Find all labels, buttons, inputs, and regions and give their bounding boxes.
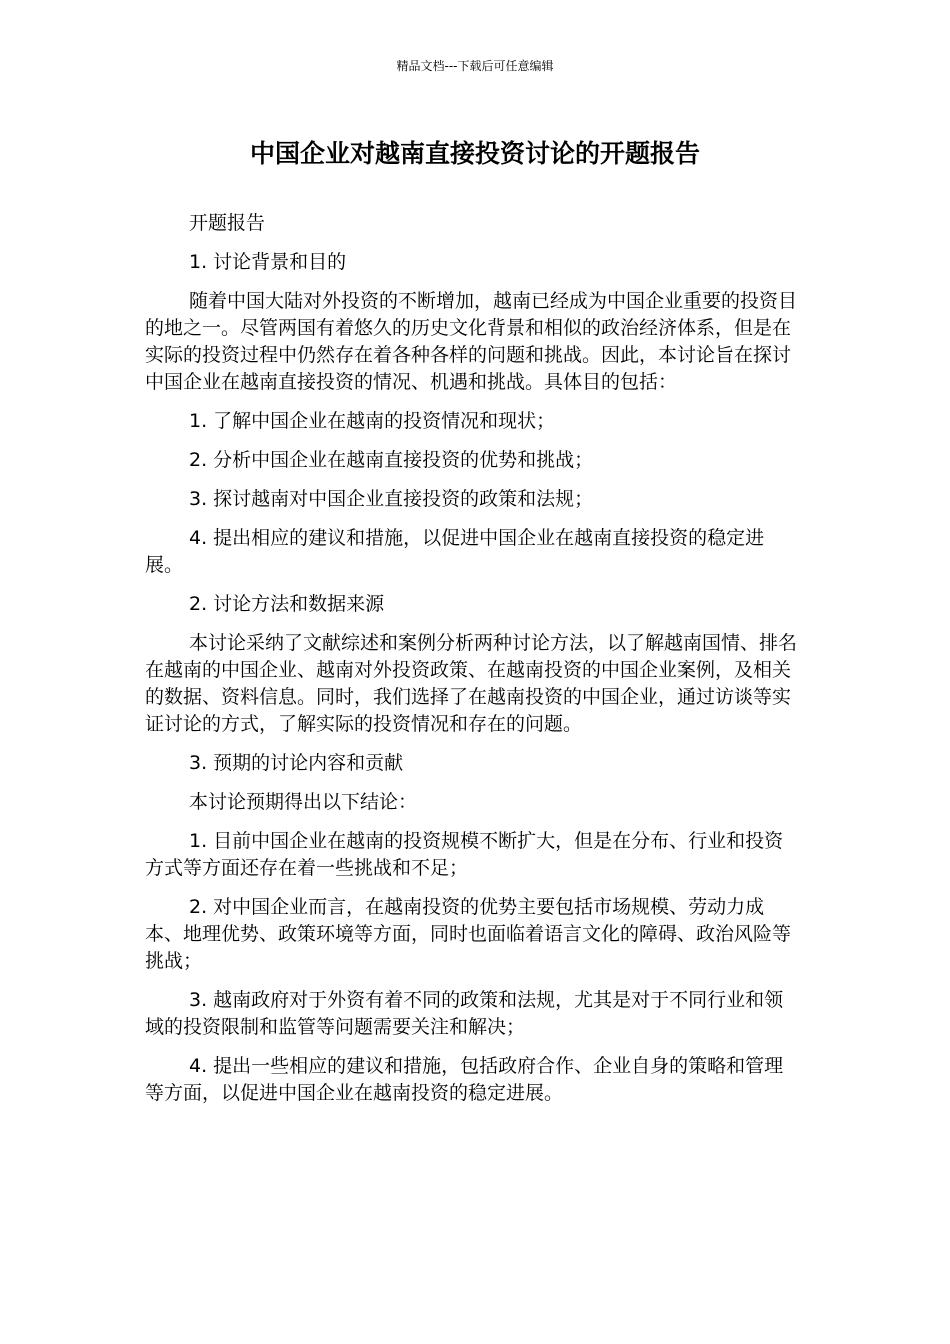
list-item: 2. 对中国企业而言，在越南投资的优势主要包括市场规模、劳动力成本、地理优势、政策环境等方面，同时也面临着语言文化的障碍、政治风险等挑战； <box>145 896 792 972</box>
list-item: 4. 提出一些相应的建议和措施，包括政府合作、企业自身的策略和管理等方面，以促进中国企业在越南投资的稳定进展。 <box>145 1055 784 1104</box>
list-item: 2. 分析中国企业在越南直接投资的优势和挑战； <box>189 449 594 471</box>
section-label: 开题报告 <box>189 212 266 234</box>
paragraph: 本讨论预期得出以下结论： <box>189 791 418 813</box>
list-item: 1. 了解中国企业在越南的投资情况和现状； <box>189 410 556 432</box>
page-header: 精品文档---下载后可任意编辑 <box>396 59 554 73</box>
paragraph: 本讨论采纳了文献综述和案例分析两种讨论方法，以了解越南国情、排名在越南的中国企业、越南对外投资政策、在越南投资的中国企业案例，及相关的数据、资料信息。同时，我们选择了在越南投资的中国企业，通过访谈等实证讨论的方式，了解实际的投资情况和存在的问题。 <box>145 632 798 735</box>
list-item: 3. 探讨越南对中国企业直接投资的政策和法规； <box>189 488 594 510</box>
section-heading: 3. 预期的讨论内容和贡献 <box>189 752 404 774</box>
section-heading: 2. 讨论方法和数据来源 <box>189 593 385 615</box>
paragraph: 随着中国大陆对外投资的不断增加，越南已经成为中国企业重要的投资目的地之一。尽管两国有着悠久的历史文化背景和相似的政治经济体系，但是在实际的投资过程中仍然存在着各种各样的问题和挑战。因此，本讨论旨在探讨中国企业在越南直接投资的情况、机遇和挑战。具体目的包括： <box>145 290 798 393</box>
section-heading: 1. 讨论背景和目的 <box>189 251 347 273</box>
document-body <box>145 210 801 1119</box>
list-item: 4. 提出相应的建议和措施，以促进中国企业在越南直接投资的稳定进展。 <box>145 527 765 576</box>
document-title: 中国企业对越南直接投资讨论的开题报告 <box>249 139 700 168</box>
list-item: 3. 越南政府对于外资有着不同的政策和法规，尤其是对于不同行业和领域的投资限制和监管等问题需要关注和解决； <box>145 989 784 1038</box>
list-item: 1. 目前中国企业在越南的投资规模不断扩大，但是在分布、行业和投资方式等方面还存在着一些挑战和不足； <box>145 830 784 879</box>
